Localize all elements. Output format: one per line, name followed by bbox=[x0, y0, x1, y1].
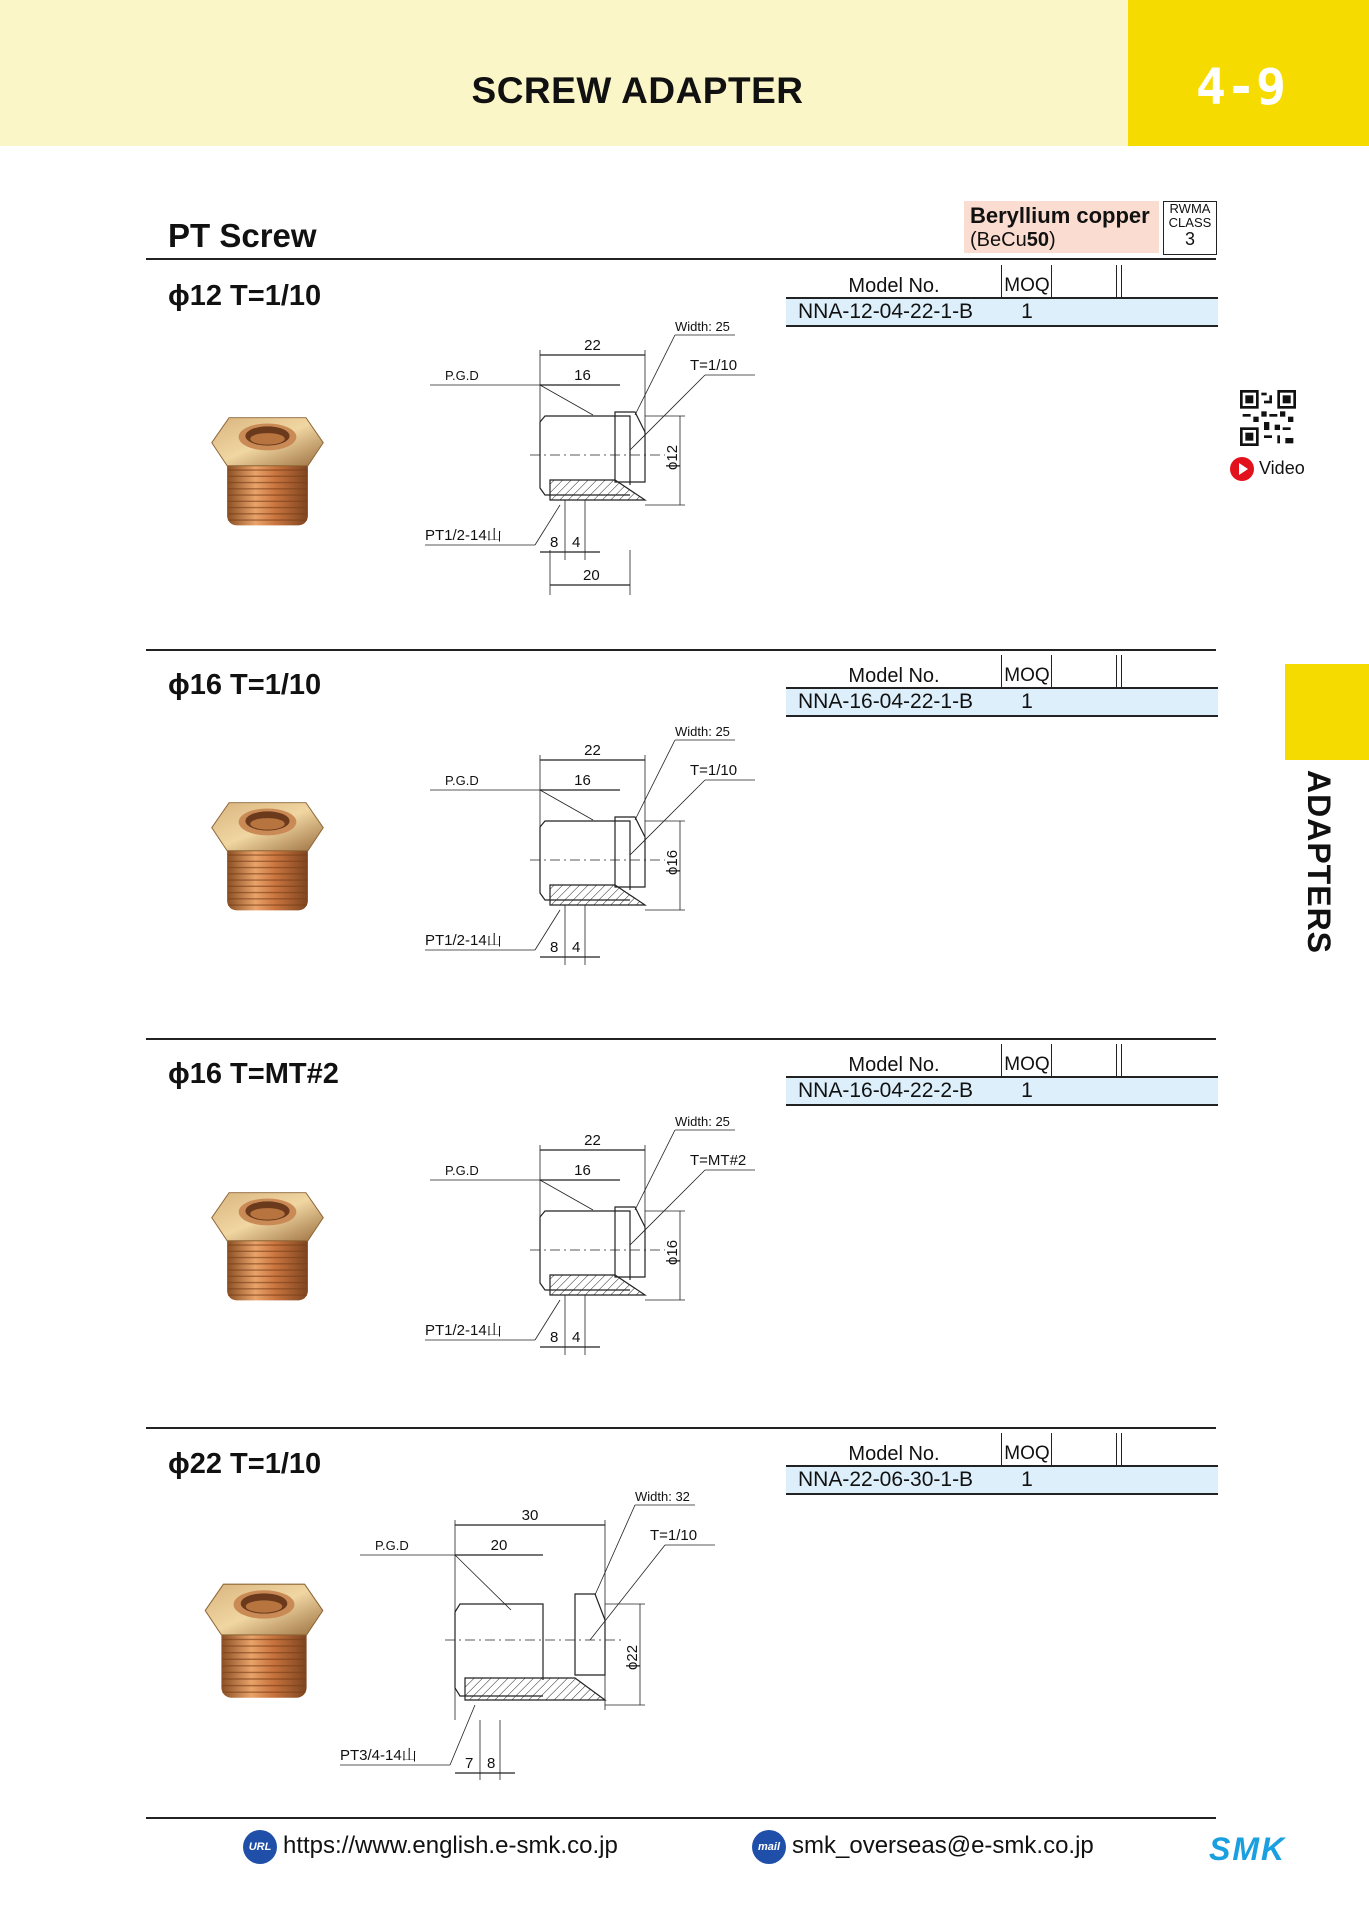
dim-width: Width: 25 bbox=[675, 319, 730, 334]
dim-diameter: ϕ16 bbox=[664, 1239, 681, 1265]
dim-top: 22 bbox=[584, 742, 601, 759]
play-icon[interactable] bbox=[1230, 457, 1254, 481]
dim-a: 8 bbox=[550, 939, 559, 956]
model-number[interactable]: NNA-12-04-22-1-B bbox=[798, 300, 974, 323]
email-link[interactable]: smk_overseas@e-smk.co.jp bbox=[792, 1832, 1094, 1859]
label-pgd: P.G.D bbox=[445, 368, 479, 383]
item-title: ϕ16 T=1/10 bbox=[168, 669, 322, 701]
dim-b: 4 bbox=[572, 939, 581, 956]
moq-value: 1 bbox=[1021, 300, 1033, 323]
technical-drawing bbox=[390, 724, 750, 1005]
model-table bbox=[786, 265, 1218, 337]
table-row[interactable] bbox=[786, 297, 1218, 327]
technical-drawing bbox=[340, 1489, 775, 1810]
dim-inner: 16 bbox=[574, 367, 591, 384]
model-number[interactable]: NNA-22-06-30-1-B bbox=[798, 1468, 974, 1491]
label-pgd: P.G.D bbox=[445, 1163, 479, 1178]
dim-width: Width: 25 bbox=[675, 724, 730, 739]
label-thread: PT1/2-14山 bbox=[425, 932, 502, 949]
dim-top: 22 bbox=[584, 337, 601, 354]
smk-logo-text: SMK bbox=[1209, 1831, 1287, 1867]
dim-inner: 16 bbox=[574, 772, 591, 789]
technical-drawing bbox=[390, 1114, 750, 1395]
qr-code-icon[interactable] bbox=[1240, 390, 1296, 446]
label-pgd: P.G.D bbox=[375, 1538, 409, 1553]
rwma-class-label: CLASS bbox=[1168, 215, 1212, 230]
dim-a: 8 bbox=[550, 534, 559, 551]
col-header-model: Model No. bbox=[848, 275, 940, 297]
dim-b: 4 bbox=[572, 1329, 581, 1346]
moq-value: 1 bbox=[1021, 1079, 1033, 1102]
section-title: PT Screw bbox=[168, 217, 317, 254]
dim-a: 7 bbox=[465, 1755, 474, 1772]
rwma-class-number: 3 bbox=[1184, 229, 1195, 249]
label-thread: PT1/2-14山 bbox=[425, 1322, 502, 1339]
col-header-moq: MOQ bbox=[1004, 1054, 1050, 1075]
rwma-class-box bbox=[1163, 201, 1217, 255]
website-link[interactable]: https://www.english.e-smk.co.jp bbox=[283, 1832, 618, 1859]
col-header-moq: MOQ bbox=[1004, 275, 1050, 296]
dim-taper: T=1/10 bbox=[690, 357, 738, 374]
table-row[interactable] bbox=[786, 1465, 1218, 1495]
model-table bbox=[786, 1433, 1218, 1505]
model-table bbox=[786, 1044, 1218, 1116]
col-header-moq: MOQ bbox=[1004, 665, 1050, 686]
model-number[interactable]: NNA-16-04-22-1-B bbox=[798, 690, 974, 713]
dim-a: 8 bbox=[550, 1329, 559, 1346]
rwma-label: RWMA bbox=[1169, 201, 1211, 216]
dim-b: 8 bbox=[487, 1755, 496, 1772]
product-photo bbox=[193, 1572, 335, 1712]
material-code: (BeCu50) bbox=[970, 229, 1056, 251]
label-thread: PT1/2-14山 bbox=[425, 527, 502, 544]
technical-drawing bbox=[390, 319, 750, 630]
col-header-model: Model No. bbox=[848, 665, 940, 687]
moq-value: 1 bbox=[1021, 1468, 1033, 1491]
item-divider bbox=[146, 649, 1216, 651]
side-tab-label: ADAPTERS bbox=[1301, 770, 1337, 955]
dim-taper: T=1/10 bbox=[690, 762, 738, 779]
dim-top: 22 bbox=[584, 1132, 601, 1149]
dim-inner: 20 bbox=[490, 1537, 508, 1554]
dim-taper: T=1/10 bbox=[650, 1527, 698, 1544]
material-name: Beryllium copper bbox=[970, 203, 1150, 228]
product-photo bbox=[200, 1185, 335, 1310]
col-header-model: Model No. bbox=[848, 1054, 940, 1076]
model-table bbox=[786, 655, 1218, 727]
section-divider bbox=[146, 258, 1216, 260]
table-row[interactable] bbox=[786, 1076, 1218, 1106]
page-number: 4-9 bbox=[1195, 58, 1287, 116]
dim-taper: T=MT#2 bbox=[690, 1152, 747, 1169]
col-header-model: Model No. bbox=[848, 1443, 940, 1465]
url-icon: URL bbox=[243, 1830, 277, 1864]
dim-diameter: ϕ16 bbox=[664, 849, 681, 875]
moq-value: 1 bbox=[1021, 690, 1033, 713]
item-divider bbox=[146, 1427, 1216, 1429]
page-title: SCREW ADAPTER bbox=[471, 70, 804, 111]
mail-icon: mail bbox=[752, 1830, 786, 1864]
table-row[interactable] bbox=[786, 687, 1218, 717]
product-photo bbox=[200, 795, 335, 920]
video-link[interactable]: Video bbox=[1259, 458, 1305, 478]
dim-diameter: ϕ22 bbox=[624, 1644, 641, 1670]
product-photo bbox=[200, 410, 335, 535]
item-title: ϕ16 T=MT#2 bbox=[168, 1058, 339, 1090]
item-title: ϕ22 T=1/10 bbox=[168, 1448, 322, 1480]
dim-width: Width: 32 bbox=[635, 1489, 690, 1504]
footer-divider bbox=[146, 1817, 1216, 1819]
model-number[interactable]: NNA-16-04-22-2-B bbox=[798, 1079, 974, 1102]
dim-total: 20 bbox=[583, 567, 600, 584]
side-tab[interactable] bbox=[1285, 664, 1369, 760]
dim-diameter: ϕ12 bbox=[664, 444, 681, 470]
label-pgd: P.G.D bbox=[445, 773, 479, 788]
smk-logo bbox=[1209, 1831, 1309, 1867]
item-divider bbox=[146, 1038, 1216, 1040]
dim-inner: 16 bbox=[574, 1162, 591, 1179]
item-title: ϕ12 T=1/10 bbox=[168, 280, 322, 312]
dim-width: Width: 25 bbox=[675, 1114, 730, 1129]
col-header-moq: MOQ bbox=[1004, 1443, 1050, 1464]
label-thread: PT3/4-14山 bbox=[340, 1747, 417, 1764]
dim-top: 30 bbox=[521, 1507, 539, 1524]
dim-b: 4 bbox=[572, 534, 581, 551]
